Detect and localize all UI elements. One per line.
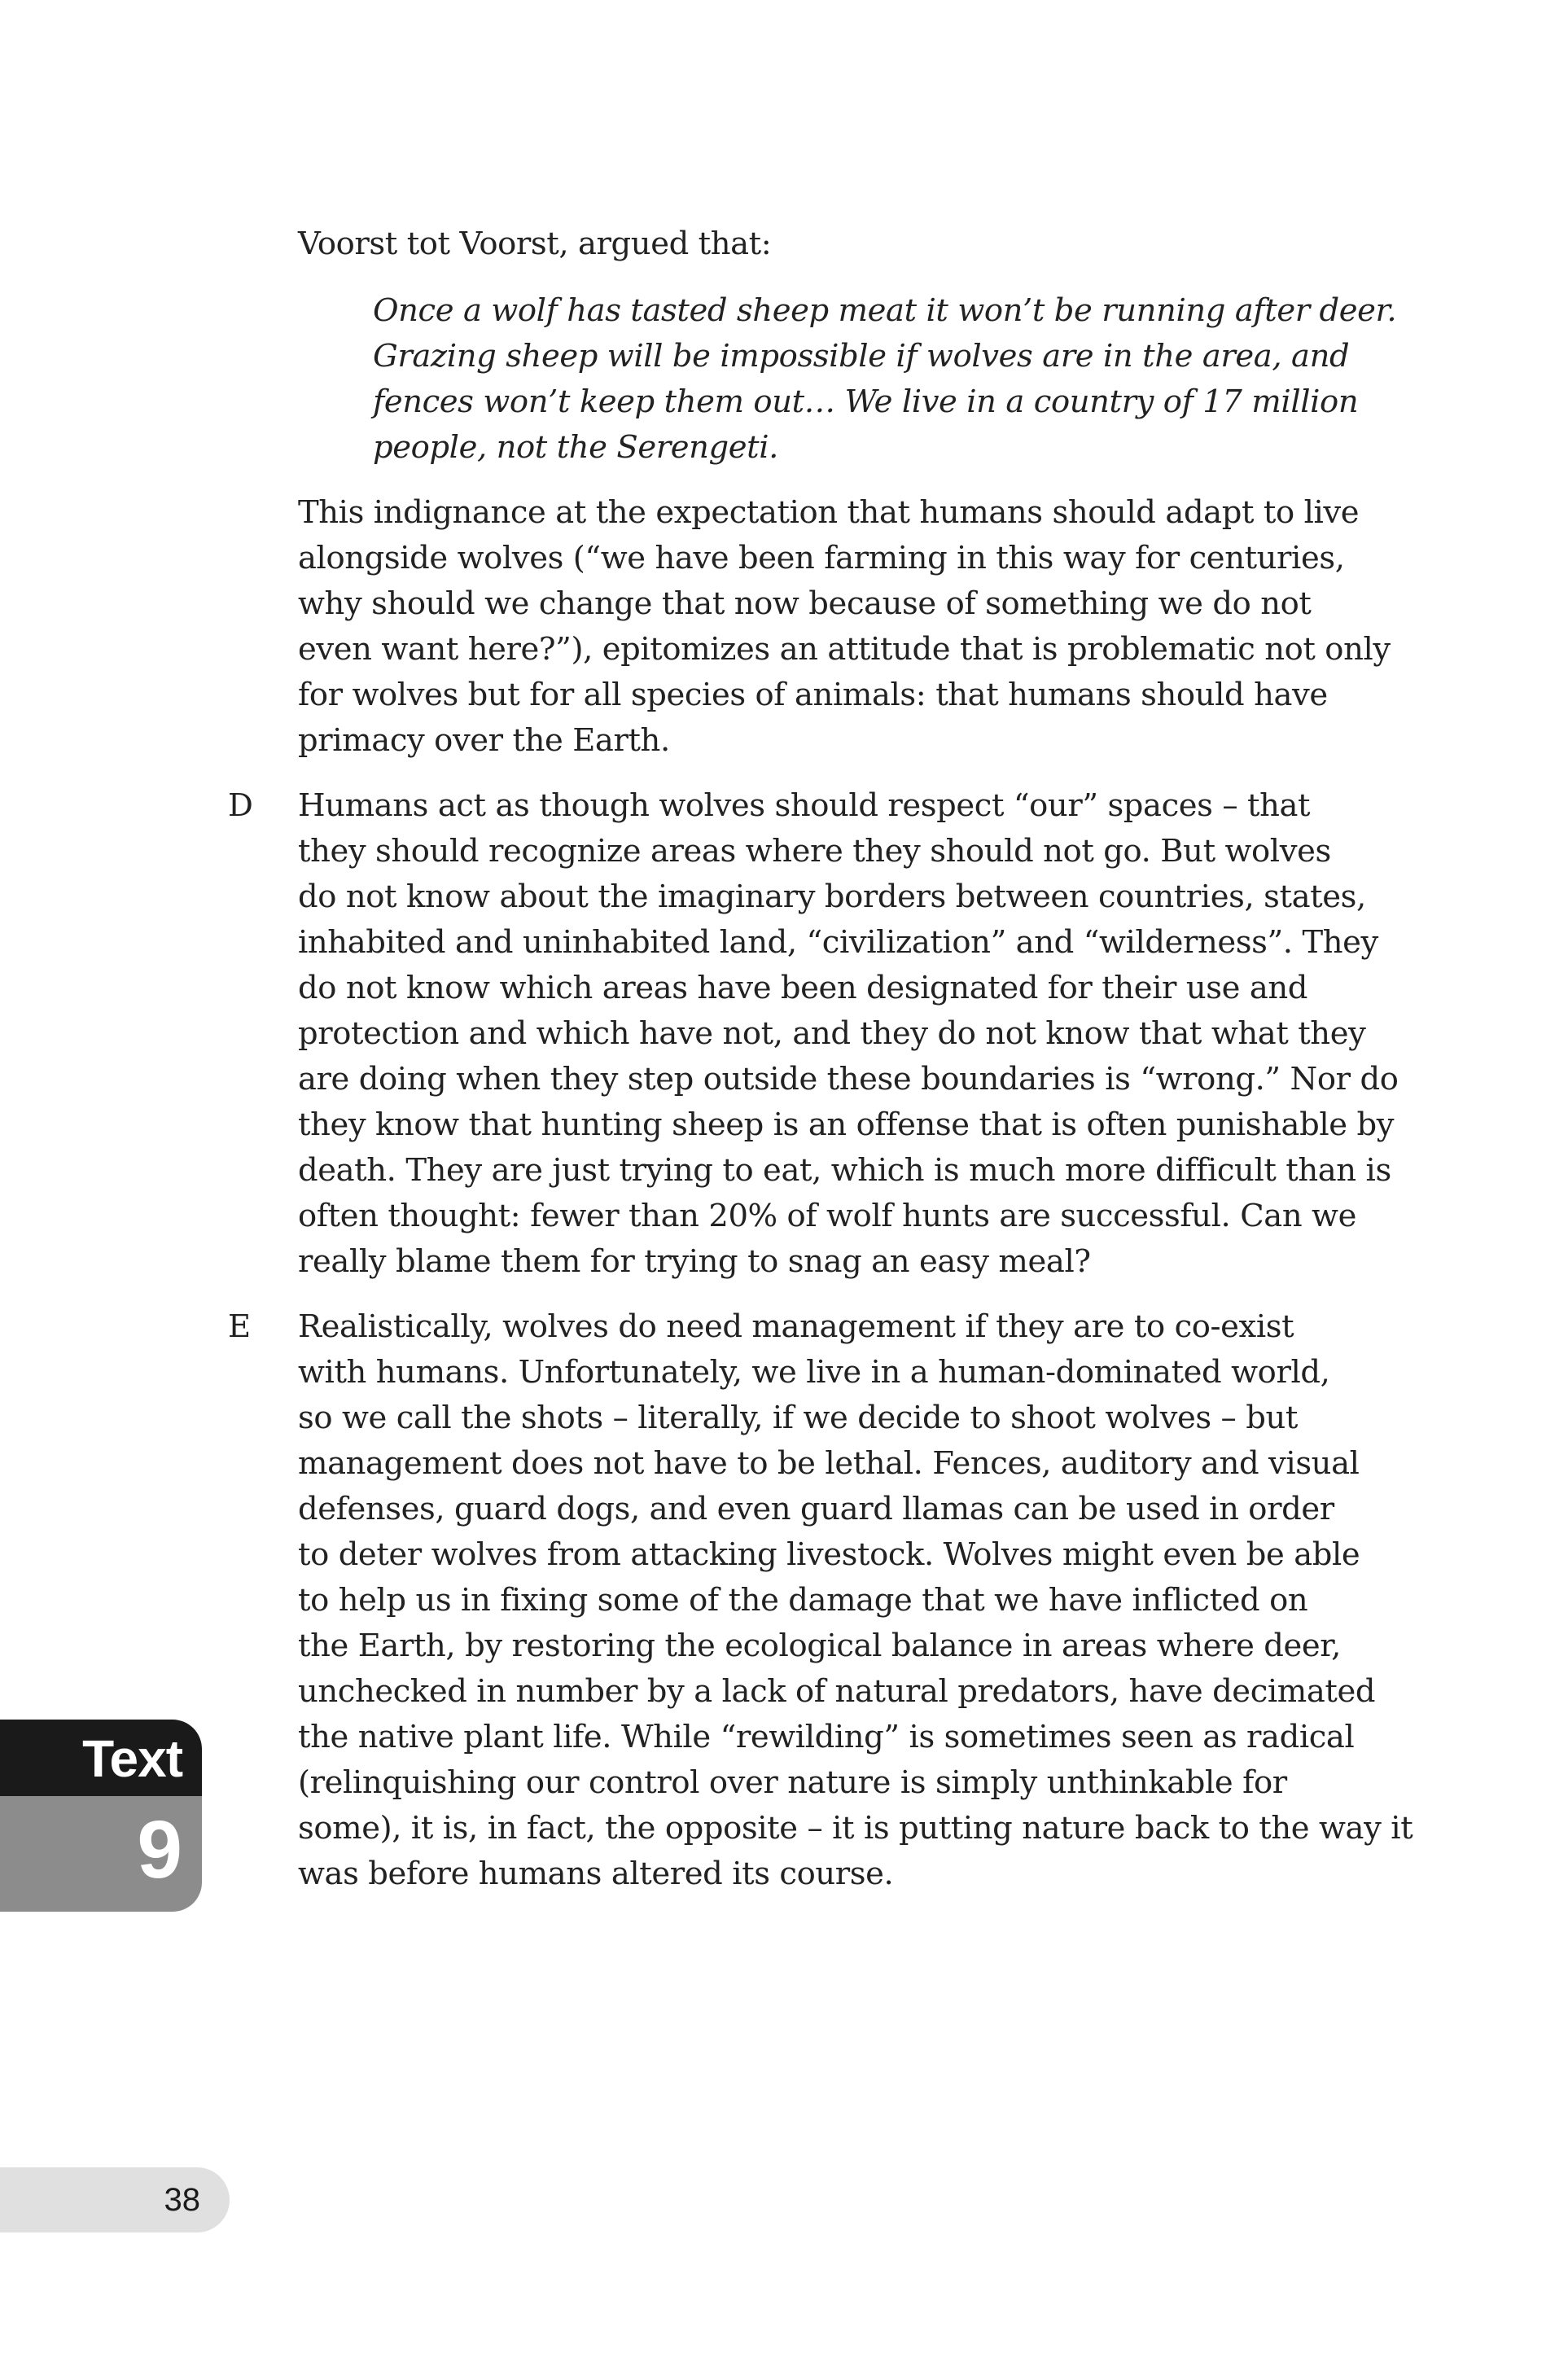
paragraph-line: protection and which have not, and they do not know that what they <box>298 1015 1366 1052</box>
paragraph-line: This indignance at the expectation that humans should adapt to live <box>298 494 1360 531</box>
paragraph-line: death. They are just trying to eat, which is much more difficult than is <box>298 1152 1391 1189</box>
text-tab-label: Text <box>82 1729 182 1788</box>
text-section-tab <box>0 1720 202 1912</box>
paragraph-line: do not know about the imaginary borders between countries, states, <box>298 878 1366 915</box>
text-tab-header <box>0 1720 202 1796</box>
intro-line: Voorst tot Voorst, argued that: <box>298 226 772 262</box>
paragraph-line: alongside wolves (“we have been farming in this way for centuries, <box>298 540 1345 576</box>
paragraph-line: Humans act as though wolves should respect “our” spaces – that <box>298 787 1311 824</box>
section-letter: D <box>228 787 253 824</box>
paragraph-line: unchecked in number by a lack of natural predators, have decimated <box>298 1673 1376 1710</box>
paragraph-line: the Earth, by restoring the ecological balance in areas where deer, <box>298 1628 1341 1664</box>
paragraph-line: to deter wolves from attacking livestock. Wolves might even be able <box>298 1536 1360 1573</box>
quote-line: fences won’t keep them out… We live in a country of 17 million <box>373 383 1359 420</box>
paragraph-line: defenses, guard dogs, and even guard llamas can be used in order <box>298 1491 1334 1527</box>
section-letter: E <box>228 1308 252 1345</box>
paragraph-line: was before humans altered its course. <box>298 1856 894 1892</box>
paragraph-line: the native plant life. While “rewilding” is sometimes seen as radical <box>298 1719 1355 1755</box>
paragraph-line: (relinquishing our control over nature is simply unthinkable for <box>298 1764 1287 1801</box>
page-number-tab <box>0 2167 230 2232</box>
page-number: 38 <box>164 2182 200 2218</box>
paragraph-line: are doing when they step outside these boundaries is “wrong.” Nor do <box>298 1061 1399 1098</box>
text-tab-number: 9 <box>137 1804 182 1895</box>
quote-line: Once a wolf has tasted sheep meat it won’t be running after deer. <box>373 292 1397 329</box>
paragraph-line: to help us in fixing some of the damage that we have inflicted on <box>298 1582 1308 1619</box>
paragraph-line: with humans. Unfortunately, we live in a human-dominated world, <box>298 1354 1330 1391</box>
paragraph-line: for wolves but for all species of animals: that humans should have <box>298 677 1328 713</box>
paragraph-line: why should we change that now because of something we do not <box>298 585 1312 622</box>
paragraph-line: really blame them for trying to snag an easy meal? <box>298 1243 1091 1280</box>
paragraph-line: do not know which areas have been designated for their use and <box>298 970 1308 1006</box>
paragraph-line: inhabited and uninhabited land, “civilization” and “wilderness”. They <box>298 924 1378 961</box>
quote-line: Grazing sheep will be impossible if wolves are in the area, and <box>373 338 1350 375</box>
paragraph-line: often thought: fewer than 20% of wolf hunts are successful. Can we <box>298 1198 1356 1234</box>
paragraph-line: management does not have to be lethal. Fences, auditory and visual <box>298 1445 1360 1482</box>
paragraph-line: they know that hunting sheep is an offense that is often punishable by <box>298 1106 1395 1143</box>
paragraph-line: some), it is, in fact, the opposite – it is putting nature back to the way it <box>298 1810 1413 1847</box>
paragraph-line: so we call the shots – literally, if we decide to shoot wolves – but <box>298 1400 1298 1436</box>
quote-line: people, not the Serengeti. <box>373 429 778 466</box>
paragraph-line: Realistically, wolves do need management if they are to co-exist <box>298 1308 1294 1345</box>
paragraph-line: even want here?”), epitomizes an attitude that is problematic not only <box>298 631 1391 668</box>
paragraph-line: primacy over the Earth. <box>298 722 670 759</box>
paragraph-line: they should recognize areas where they should not go. But wolves <box>298 833 1331 870</box>
